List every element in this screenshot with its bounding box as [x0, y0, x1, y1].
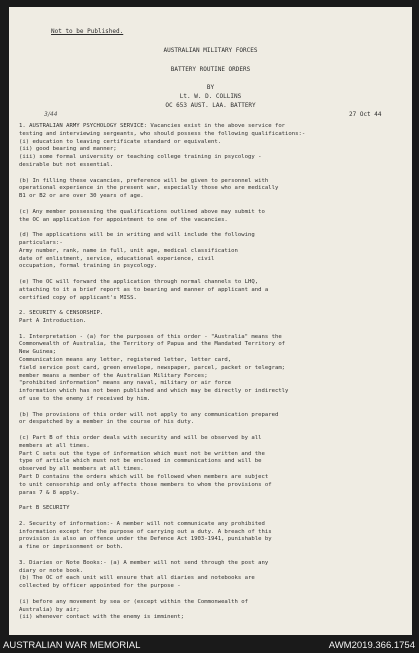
order-line: 3. Diaries or Note Books:- (a) A member will not send through the post any — [19, 559, 269, 566]
order-line: attaching to it a brief report as to bearing and manner of applicant and a — [19, 286, 269, 293]
order-line: Part A Introduction. — [19, 318, 87, 324]
not-to-be-published: Not to be Published. — [51, 28, 124, 35]
order-line: member means a member of the Australian Military Forces; — [19, 372, 208, 379]
order-line: B1 or B2 or are over 30 years of age. — [19, 193, 144, 200]
order-line: (ii) good bearing and manner; — [19, 146, 117, 153]
order-line: (b) In filling these vacancies, preference will be given to personnel with — [19, 177, 269, 184]
order-line: (c) Any member possessing the qualifications outlined above may submit to — [19, 208, 265, 215]
unit-name: OC 653 AUST. LAA. BATTERY — [165, 102, 256, 109]
order-line: diary or note book. — [19, 567, 83, 574]
order-line: collected by officer appointed for the purpose - — [19, 583, 181, 590]
footer-institution: AUSTRALIAN WAR MEMORIAL — [3, 640, 141, 651]
order-line: (c) Part B of this order deals with security and will be observed by all — [19, 435, 262, 441]
orders-title: BATTERY ROUTINE ORDERS — [170, 66, 251, 73]
order-line: (ii) whenever contact with the enemy is imminent; — [19, 614, 185, 621]
document-page — [9, 7, 412, 635]
order-line: a fine or imprisonment or both. — [19, 544, 124, 551]
order-line: observed by all members at all times. — [19, 466, 144, 473]
order-line: Part D contains the orders which will be followed when members are subject — [19, 474, 269, 480]
footer-accession-number: AWM2019.366.1754 — [328, 640, 415, 651]
order-line: (e) The OC will forward the application through normal channels to LHQ, — [19, 279, 259, 285]
order-line: type of article which must not be enclosed in communications and will be — [19, 458, 262, 465]
order-line: Part C sets out the type of information which must not be written and the — [19, 450, 265, 457]
order-line: testing and interviewing sergeants, who should possess the following qualifications:- — [19, 130, 306, 137]
force-heading: AUSTRALIAN MILITARY FORCES — [163, 47, 258, 54]
order-line: particulars:- — [19, 240, 63, 246]
order-line: information which has not been published and which may be directly or indirectly — [19, 388, 289, 395]
order-line: provision is also an offence under the Defence Act 1903-1941, punishable by — [19, 536, 272, 543]
order-line: field service post card, green envelope, newspaper, parcel, packet or telegram; — [19, 364, 286, 371]
order-date: 27 Oct 44 — [349, 111, 382, 118]
order-line: certified copy of applicant's MISS. — [19, 294, 137, 301]
order-line: 2. SECURITY & CENSORSHIP. — [19, 310, 104, 317]
order-line: 1. Interpretation - (a) for the purposes of this order - "Australia" means the — [19, 333, 282, 340]
order-line: members at all times. — [19, 442, 90, 449]
order-line: (i) before any movement by sea or (except within the Commonwealth of — [19, 598, 249, 605]
order-line: of use to the enemy if received by him. — [19, 396, 151, 402]
order-line: Australia) by air; — [19, 606, 80, 613]
order-line: Commonwealth of Australia, the Territory of Papua and the Mandated Territory of — [19, 341, 286, 348]
order-line: (b) The OC of each unit will ensure that all diaries and notebooks are — [19, 575, 255, 582]
order-line: occupation, formal training in psycology. — [19, 263, 158, 270]
order-line: "prohibited information" means any naval, military or air force — [19, 380, 232, 387]
by-label: BY — [206, 84, 215, 91]
archive-footer — [0, 637, 419, 653]
order-line: (iii) some formal university or teaching college training in psycology - — [19, 154, 262, 161]
order-line: information except for the purpose of carrying out a duty. A breach of this — [19, 528, 272, 535]
order-line: Army number, rank, name in full, unit age, medical classification — [19, 247, 238, 254]
order-line: Communication means any letter, registered letter, letter card, — [19, 357, 232, 363]
order-line: desirable but not essential. — [19, 162, 114, 168]
order-line: the OC an application for appointment to one of the vacancies. — [19, 216, 228, 223]
order-line: 2. Security of information:- A member will not communicate any prohibited — [19, 520, 265, 527]
order-line: or despatched by a member in the course of his duty. — [19, 419, 195, 426]
order-line: Part B SECURITY — [19, 505, 70, 512]
order-line: paras 7 & 8 apply. — [19, 489, 80, 496]
order-line: (d) The applications will be in writing and will include the following — [19, 232, 255, 239]
handwritten-ref: 3/44 — [44, 111, 58, 118]
order-body — [19, 123, 409, 628]
order-line: to unit censorship and only affects those members to whom the provisions of — [19, 481, 272, 488]
order-line: 1. AUSTRALIAN ARMY PSYCHOLOGY SERVICE: Vacancies exist in the above service for — [19, 123, 286, 129]
order-line: (i) education to leaving certificate standard or equivalent. — [19, 138, 222, 145]
order-line: operational experience in the present war, especially those who are medically — [19, 185, 279, 192]
order-line: date of enlistment, service, educational experience, civil — [19, 255, 215, 262]
officer-name: Lt. W. D. COLLINS — [179, 93, 242, 100]
order-line: (b) The provisions of this order will not apply to any communication prepared — [19, 411, 279, 418]
order-line: New Guinea; — [19, 349, 57, 356]
